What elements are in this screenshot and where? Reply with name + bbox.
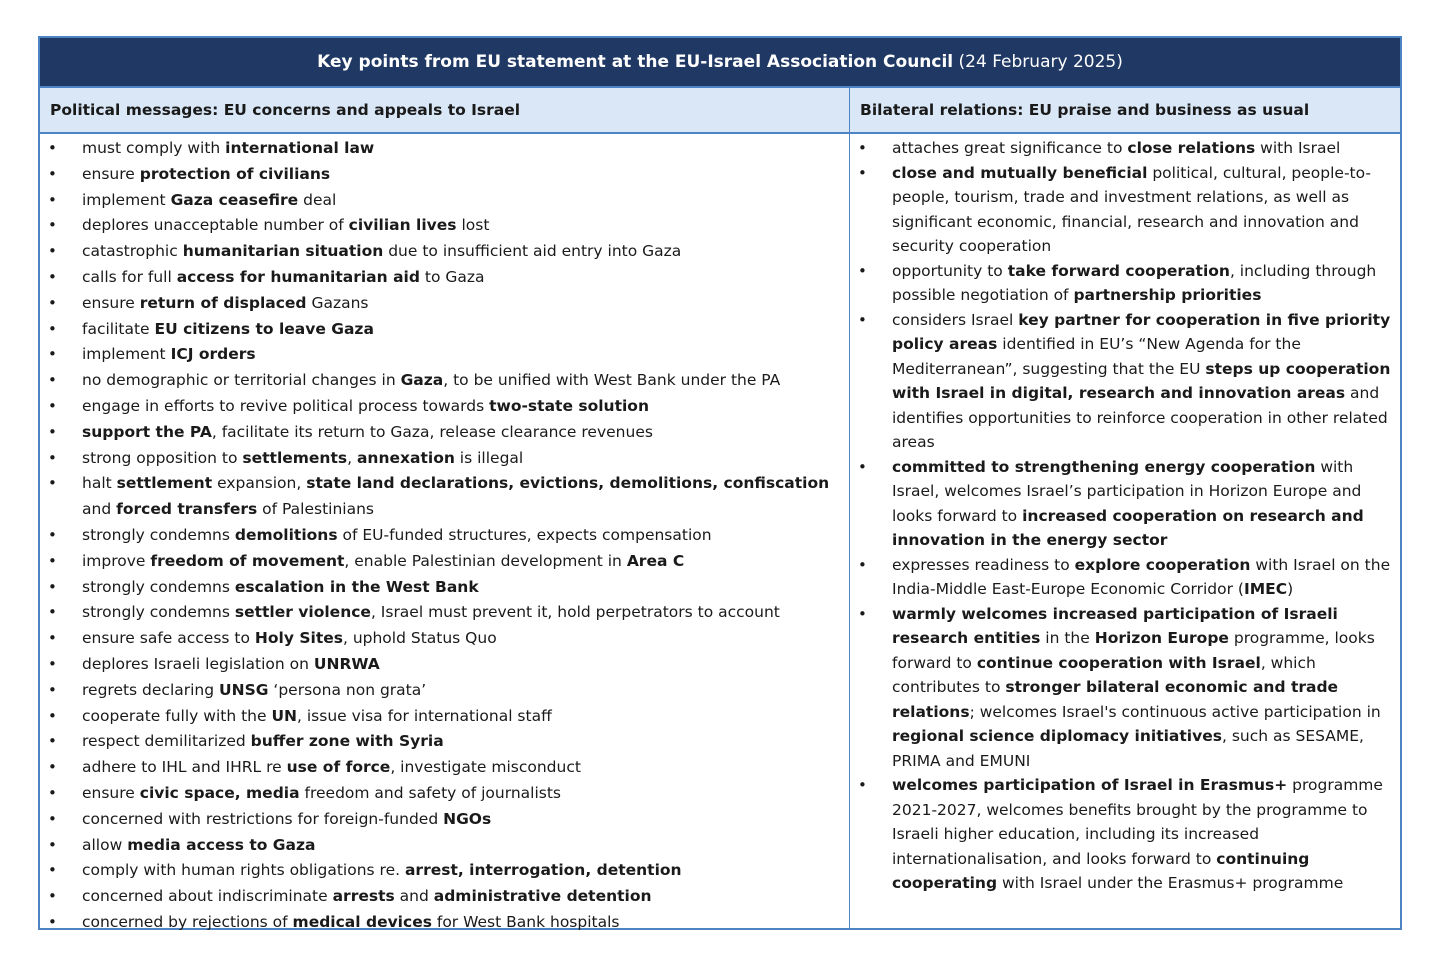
bold-segment: ICJ orders bbox=[170, 345, 256, 364]
bullet-icon: • bbox=[858, 457, 867, 476]
bullet-icon: • bbox=[48, 835, 57, 854]
list-item bbox=[40, 600, 849, 626]
text-segment: , investigate misconduct bbox=[390, 758, 581, 777]
text-segment: ensure safe access to bbox=[82, 629, 255, 648]
list-item-text bbox=[82, 600, 843, 626]
bullet-icon: • bbox=[48, 732, 57, 751]
list-item bbox=[40, 781, 849, 807]
bold-segment: Horizon Europe bbox=[1094, 629, 1229, 647]
text-segment: , such as SESAME, PRIMA and EMUNI bbox=[892, 727, 1364, 770]
bold-segment: committed to strengthening energy cooperation bbox=[892, 457, 1316, 476]
bold-segment: partnership priorities bbox=[1073, 286, 1262, 304]
list-item bbox=[40, 136, 849, 162]
list-item-text bbox=[892, 773, 1392, 896]
list-item-text bbox=[82, 368, 843, 394]
bold-segment: media access to Gaza bbox=[127, 835, 316, 854]
list-item bbox=[40, 884, 849, 910]
bullet-icon: • bbox=[48, 629, 57, 648]
bold-segment: Gaza ceasefire bbox=[170, 190, 299, 209]
list-item-text bbox=[892, 455, 1392, 553]
column-header-row bbox=[40, 88, 1400, 134]
bold-segment: buffer zone with Syria bbox=[250, 732, 444, 751]
bold-segment: UNRWA bbox=[313, 654, 380, 673]
list-item-text bbox=[82, 833, 843, 859]
bullet-icon: • bbox=[48, 422, 57, 441]
text-segment: deplores Israeli legislation on bbox=[82, 654, 314, 673]
text-segment: , which contributes to bbox=[892, 653, 1316, 696]
text-segment: respect demilitarized bbox=[82, 732, 251, 751]
bullet-icon: • bbox=[858, 139, 867, 157]
text-segment: , uphold Status Quo bbox=[342, 629, 497, 648]
text-segment: of EU-funded structures, expects compensation bbox=[337, 525, 712, 544]
text-segment: and identifies opportunities to reinforce cooperation in other related areas bbox=[892, 384, 1388, 451]
bold-segment: settlement bbox=[116, 474, 213, 493]
list-item bbox=[850, 136, 1400, 161]
text-segment: Gazans bbox=[306, 293, 369, 312]
list-item-text bbox=[82, 188, 843, 214]
text-segment: concerned with restrictions for foreign-funded bbox=[82, 809, 444, 828]
list-item bbox=[40, 394, 849, 420]
bold-segment: settler violence bbox=[234, 603, 371, 622]
list-item bbox=[40, 910, 849, 936]
bullet-icon: • bbox=[48, 474, 57, 493]
list-item-text bbox=[82, 213, 843, 239]
text-segment: attaches great significance to bbox=[892, 139, 1128, 157]
political-messages-column bbox=[40, 134, 850, 931]
text-segment: identified in EU’s “New Agenda for the Mediterranean”, suggesting that the EU bbox=[892, 335, 1301, 378]
bold-segment: regional science diplomacy initiatives bbox=[892, 727, 1222, 745]
text-segment: lost bbox=[456, 216, 490, 235]
list-item-text bbox=[892, 308, 1392, 455]
bold-segment: welcomes participation of Israel in Erasmus+ bbox=[892, 776, 1288, 794]
bullet-icon: • bbox=[48, 371, 57, 390]
bold-segment: two-state solution bbox=[489, 396, 649, 415]
list-item-text bbox=[82, 136, 843, 162]
text-segment: , to be unified with West Bank under the PA bbox=[443, 371, 781, 390]
text-segment: regrets declaring bbox=[82, 680, 220, 699]
list-item-text bbox=[82, 420, 843, 446]
text-segment: halt bbox=[82, 474, 117, 493]
bullet-icon: • bbox=[48, 345, 57, 364]
list-item bbox=[40, 523, 849, 549]
bullet-icon: • bbox=[48, 577, 57, 596]
list-item bbox=[40, 162, 849, 188]
bullet-icon: • bbox=[48, 267, 57, 286]
table-title-main: Key points from EU statement at the EU-Israel Association Council bbox=[317, 52, 954, 72]
list-item bbox=[40, 317, 849, 343]
text-segment: with Israel under the Erasmus+ programme bbox=[997, 874, 1344, 892]
text-segment: catastrophic bbox=[82, 242, 183, 261]
list-item-text bbox=[82, 446, 843, 472]
bilateral-relations-list bbox=[850, 136, 1400, 896]
bullet-icon: • bbox=[48, 216, 57, 235]
bold-segment: EU citizens to leave Gaza bbox=[154, 319, 374, 338]
bullet-icon: • bbox=[48, 887, 57, 906]
list-item bbox=[40, 678, 849, 704]
text-segment: comply with human rights obligations re. bbox=[82, 861, 405, 880]
bold-segment: forced transfers bbox=[116, 500, 258, 519]
bold-segment: continue cooperation with Israel bbox=[976, 653, 1261, 672]
text-segment: , including through possible negotiation of bbox=[892, 261, 1377, 304]
list-item-text bbox=[82, 471, 843, 523]
bullet-icon: • bbox=[858, 604, 867, 623]
text-segment: concerned about indiscriminate bbox=[82, 887, 333, 906]
text-segment: ‘persona non grata’ bbox=[268, 680, 427, 699]
text-segment: concerned by rejections of bbox=[82, 912, 293, 931]
bold-segment: humanitarian situation bbox=[182, 242, 384, 261]
text-segment: programme 2021-2027, welcomes benefits brought by the programme to Israeli higher education, including its increased internationalisation, and looks forward to bbox=[892, 776, 1383, 868]
list-item-text bbox=[82, 317, 843, 343]
bold-segment: arrests bbox=[332, 887, 395, 906]
bullet-icon: • bbox=[48, 551, 57, 570]
text-segment: strong opposition to bbox=[82, 448, 243, 467]
text-segment: expresses readiness to bbox=[892, 555, 1075, 574]
text-segment: and bbox=[82, 500, 117, 519]
text-segment: must comply with bbox=[82, 139, 226, 157]
bold-segment: increased cooperation on research and innovation in the energy sector bbox=[892, 506, 1364, 549]
text-segment: strongly condemns bbox=[82, 577, 235, 596]
bullet-icon: • bbox=[858, 261, 867, 280]
text-segment: of Palestinians bbox=[257, 500, 375, 519]
bold-segment: protection of civilians bbox=[139, 164, 331, 183]
bullet-icon: • bbox=[48, 139, 57, 157]
list-item-text bbox=[82, 884, 843, 910]
table-title-date: (24 February 2025) bbox=[953, 52, 1123, 72]
list-item-text bbox=[82, 626, 843, 652]
text-segment: calls for full bbox=[82, 267, 177, 286]
bold-segment: NGOs bbox=[443, 809, 492, 828]
text-segment: , enable Palestinian development in bbox=[344, 551, 627, 570]
text-segment: implement bbox=[82, 190, 171, 209]
list-item bbox=[850, 553, 1400, 602]
list-item bbox=[40, 807, 849, 833]
text-segment: , bbox=[347, 448, 357, 467]
list-item-text bbox=[82, 858, 843, 884]
list-item bbox=[40, 368, 849, 394]
list-item bbox=[40, 446, 849, 472]
list-item bbox=[40, 833, 849, 859]
bold-segment: annexation bbox=[356, 448, 455, 467]
text-segment: with Israel on the India-Middle East-Europe Economic Corridor ( bbox=[892, 555, 1391, 598]
bold-segment: medical devices bbox=[292, 912, 432, 931]
bold-segment: explore cooperation bbox=[1074, 555, 1251, 574]
list-item-text bbox=[82, 162, 843, 188]
list-item bbox=[40, 188, 849, 214]
bold-segment: state land declarations, evictions, demolitions, confiscation bbox=[306, 474, 830, 493]
bold-segment: arrest, interrogation, detention bbox=[404, 861, 682, 880]
list-item bbox=[40, 575, 849, 601]
bold-segment: demolitions bbox=[234, 525, 338, 544]
list-item-text bbox=[82, 265, 843, 291]
bold-segment: settlements bbox=[242, 448, 348, 467]
bold-segment: administrative detention bbox=[433, 887, 652, 906]
list-item-text bbox=[82, 342, 843, 368]
text-segment: ; welcomes Israel's continuous active participation in bbox=[969, 702, 1381, 721]
list-item bbox=[850, 259, 1400, 308]
list-item-text bbox=[82, 807, 843, 833]
text-segment: ensure bbox=[82, 783, 140, 802]
bold-segment: continuing cooperating bbox=[892, 849, 1310, 892]
text-segment: for West Bank hospitals bbox=[431, 912, 620, 931]
bullet-icon: • bbox=[48, 190, 57, 209]
text-segment: programme, looks forward to bbox=[892, 629, 1375, 672]
text-segment: , issue visa for international staff bbox=[297, 706, 552, 725]
list-item-text bbox=[82, 523, 843, 549]
bullet-icon: • bbox=[48, 680, 57, 699]
column-header-bilateral: Bilateral relations: EU praise and business as usual bbox=[860, 101, 1310, 119]
list-item-text bbox=[82, 394, 843, 420]
bold-segment: stronger bilateral economic and trade relations bbox=[892, 678, 1339, 721]
text-segment: is illegal bbox=[454, 448, 524, 467]
political-messages-list bbox=[40, 136, 849, 936]
list-item bbox=[850, 455, 1400, 553]
list-item bbox=[40, 704, 849, 730]
text-segment: facilitate bbox=[82, 319, 155, 338]
list-item bbox=[850, 308, 1400, 455]
text-segment: engage in efforts to revive political process towards bbox=[82, 396, 490, 415]
bold-segment: take forward cooperation bbox=[1007, 261, 1230, 280]
bold-segment: key partner for cooperation in five priority policy areas bbox=[892, 310, 1391, 353]
bullet-icon: • bbox=[858, 555, 867, 574]
list-item bbox=[40, 471, 849, 523]
list-item-text bbox=[82, 704, 843, 730]
text-segment: in the bbox=[1040, 629, 1095, 647]
list-item-text bbox=[892, 161, 1392, 259]
bullet-icon: • bbox=[48, 242, 57, 261]
bullet-icon: • bbox=[48, 164, 57, 183]
list-item bbox=[850, 773, 1400, 896]
bold-segment: steps up cooperation with Israel in digital, research and innovation areas bbox=[892, 359, 1391, 402]
list-item bbox=[40, 239, 849, 265]
text-segment: and bbox=[394, 887, 434, 906]
bullet-icon: • bbox=[48, 783, 57, 802]
bold-segment: UNSG bbox=[219, 680, 269, 699]
list-item-text bbox=[82, 729, 843, 755]
bullet-icon: • bbox=[48, 396, 57, 415]
list-item-text bbox=[892, 259, 1392, 308]
list-item-text bbox=[82, 239, 843, 265]
bullet-icon: • bbox=[48, 293, 57, 312]
bullet-icon: • bbox=[48, 603, 57, 622]
list-item-text bbox=[892, 553, 1392, 602]
list-item bbox=[40, 755, 849, 781]
text-segment: expansion, bbox=[212, 474, 307, 493]
text-segment: opportunity to bbox=[892, 261, 1008, 280]
key-points-table bbox=[38, 36, 1402, 930]
list-item bbox=[40, 729, 849, 755]
bold-segment: close and mutually beneficial bbox=[892, 163, 1148, 182]
list-item bbox=[40, 652, 849, 678]
bullet-icon: • bbox=[858, 163, 867, 182]
list-item bbox=[40, 858, 849, 884]
list-item bbox=[850, 602, 1400, 774]
bold-segment: freedom of movement bbox=[150, 551, 345, 570]
text-segment: deal bbox=[298, 190, 337, 209]
list-item bbox=[40, 342, 849, 368]
text-segment: strongly condemns bbox=[82, 525, 235, 544]
list-item-text bbox=[82, 678, 843, 704]
text-segment: due to insufficient aid entry into Gaza bbox=[383, 242, 682, 261]
list-item-text bbox=[82, 755, 843, 781]
list-item bbox=[40, 213, 849, 239]
list-item-text bbox=[82, 781, 843, 807]
list-item-text bbox=[892, 602, 1392, 774]
bullet-icon: • bbox=[48, 706, 57, 725]
bullet-icon: • bbox=[48, 861, 57, 880]
bilateral-relations-column bbox=[850, 134, 1400, 928]
list-item bbox=[40, 265, 849, 291]
text-segment: ensure bbox=[82, 164, 140, 183]
list-item-text bbox=[82, 652, 843, 678]
bold-segment: international law bbox=[225, 139, 375, 157]
list-item bbox=[40, 420, 849, 446]
bullet-icon: • bbox=[48, 758, 57, 777]
bullet-icon: • bbox=[48, 525, 57, 544]
text-segment: strongly condemns bbox=[82, 603, 235, 622]
bullet-icon: • bbox=[858, 776, 867, 794]
list-item-text bbox=[82, 291, 843, 317]
bullet-icon: • bbox=[858, 310, 867, 329]
text-segment: , Israel must prevent it, hold perpetrators to account bbox=[370, 603, 780, 622]
bold-segment: civic space, media bbox=[139, 783, 300, 802]
bullet-icon: • bbox=[48, 809, 57, 828]
text-segment: improve bbox=[82, 551, 151, 570]
list-item-text bbox=[82, 910, 843, 936]
text-segment: ) bbox=[1287, 580, 1294, 598]
bold-segment: civilian lives bbox=[348, 216, 457, 235]
bullet-icon: • bbox=[48, 654, 57, 673]
text-segment: cooperate fully with the bbox=[82, 706, 272, 725]
bold-segment: IMEC bbox=[1243, 580, 1288, 598]
list-item bbox=[40, 549, 849, 575]
text-segment: to Gaza bbox=[419, 267, 485, 286]
bullet-icon: • bbox=[48, 912, 57, 931]
bold-segment: support the PA bbox=[82, 422, 212, 441]
text-segment: adhere to IHL and IHRL re bbox=[82, 758, 287, 777]
bold-segment: Area C bbox=[626, 551, 685, 570]
list-item-text bbox=[82, 549, 843, 575]
bullet-icon: • bbox=[48, 319, 57, 338]
text-segment: deplores unacceptable number of bbox=[82, 216, 349, 235]
text-segment: implement bbox=[82, 345, 171, 364]
text-segment: with Israel, welcomes Israel’s participation in Horizon Europe and looks forward to bbox=[892, 457, 1362, 525]
bold-segment: escalation in the West Bank bbox=[234, 577, 479, 596]
list-item-text bbox=[82, 575, 843, 601]
bold-segment: return of displaced bbox=[139, 293, 307, 312]
text-segment: freedom and safety of journalists bbox=[299, 783, 561, 802]
bold-segment: UN bbox=[271, 706, 298, 725]
text-segment: with Israel bbox=[1255, 139, 1341, 157]
bold-segment: warmly welcomes increased participation of Israeli research entities bbox=[892, 604, 1338, 647]
bold-segment: use of force bbox=[286, 758, 391, 777]
list-item-text bbox=[892, 136, 1392, 161]
bold-segment: Holy Sites bbox=[254, 629, 343, 648]
text-segment: political, cultural, people-to-people, tourism, trade and investment relations, as well as significant economic, financial, research and innovation and security cooperation bbox=[892, 163, 1371, 255]
table-title bbox=[40, 38, 1400, 88]
bold-segment: close relations bbox=[1127, 139, 1256, 157]
text-segment: allow bbox=[82, 835, 128, 854]
bold-segment: Gaza bbox=[400, 371, 444, 390]
list-item bbox=[850, 161, 1400, 259]
bullet-icon: • bbox=[48, 448, 57, 467]
column-header-political: Political messages: EU concerns and appeals to Israel bbox=[40, 88, 850, 132]
bold-segment: access for humanitarian aid bbox=[176, 267, 420, 286]
list-item bbox=[40, 291, 849, 317]
text-segment: , facilitate its return to Gaza, release clearance revenues bbox=[211, 422, 653, 441]
text-segment: considers Israel bbox=[892, 310, 1019, 329]
text-segment: ensure bbox=[82, 293, 140, 312]
list-item bbox=[40, 626, 849, 652]
table-body-row bbox=[40, 134, 1400, 931]
text-segment: no demographic or territorial changes in bbox=[82, 371, 401, 390]
